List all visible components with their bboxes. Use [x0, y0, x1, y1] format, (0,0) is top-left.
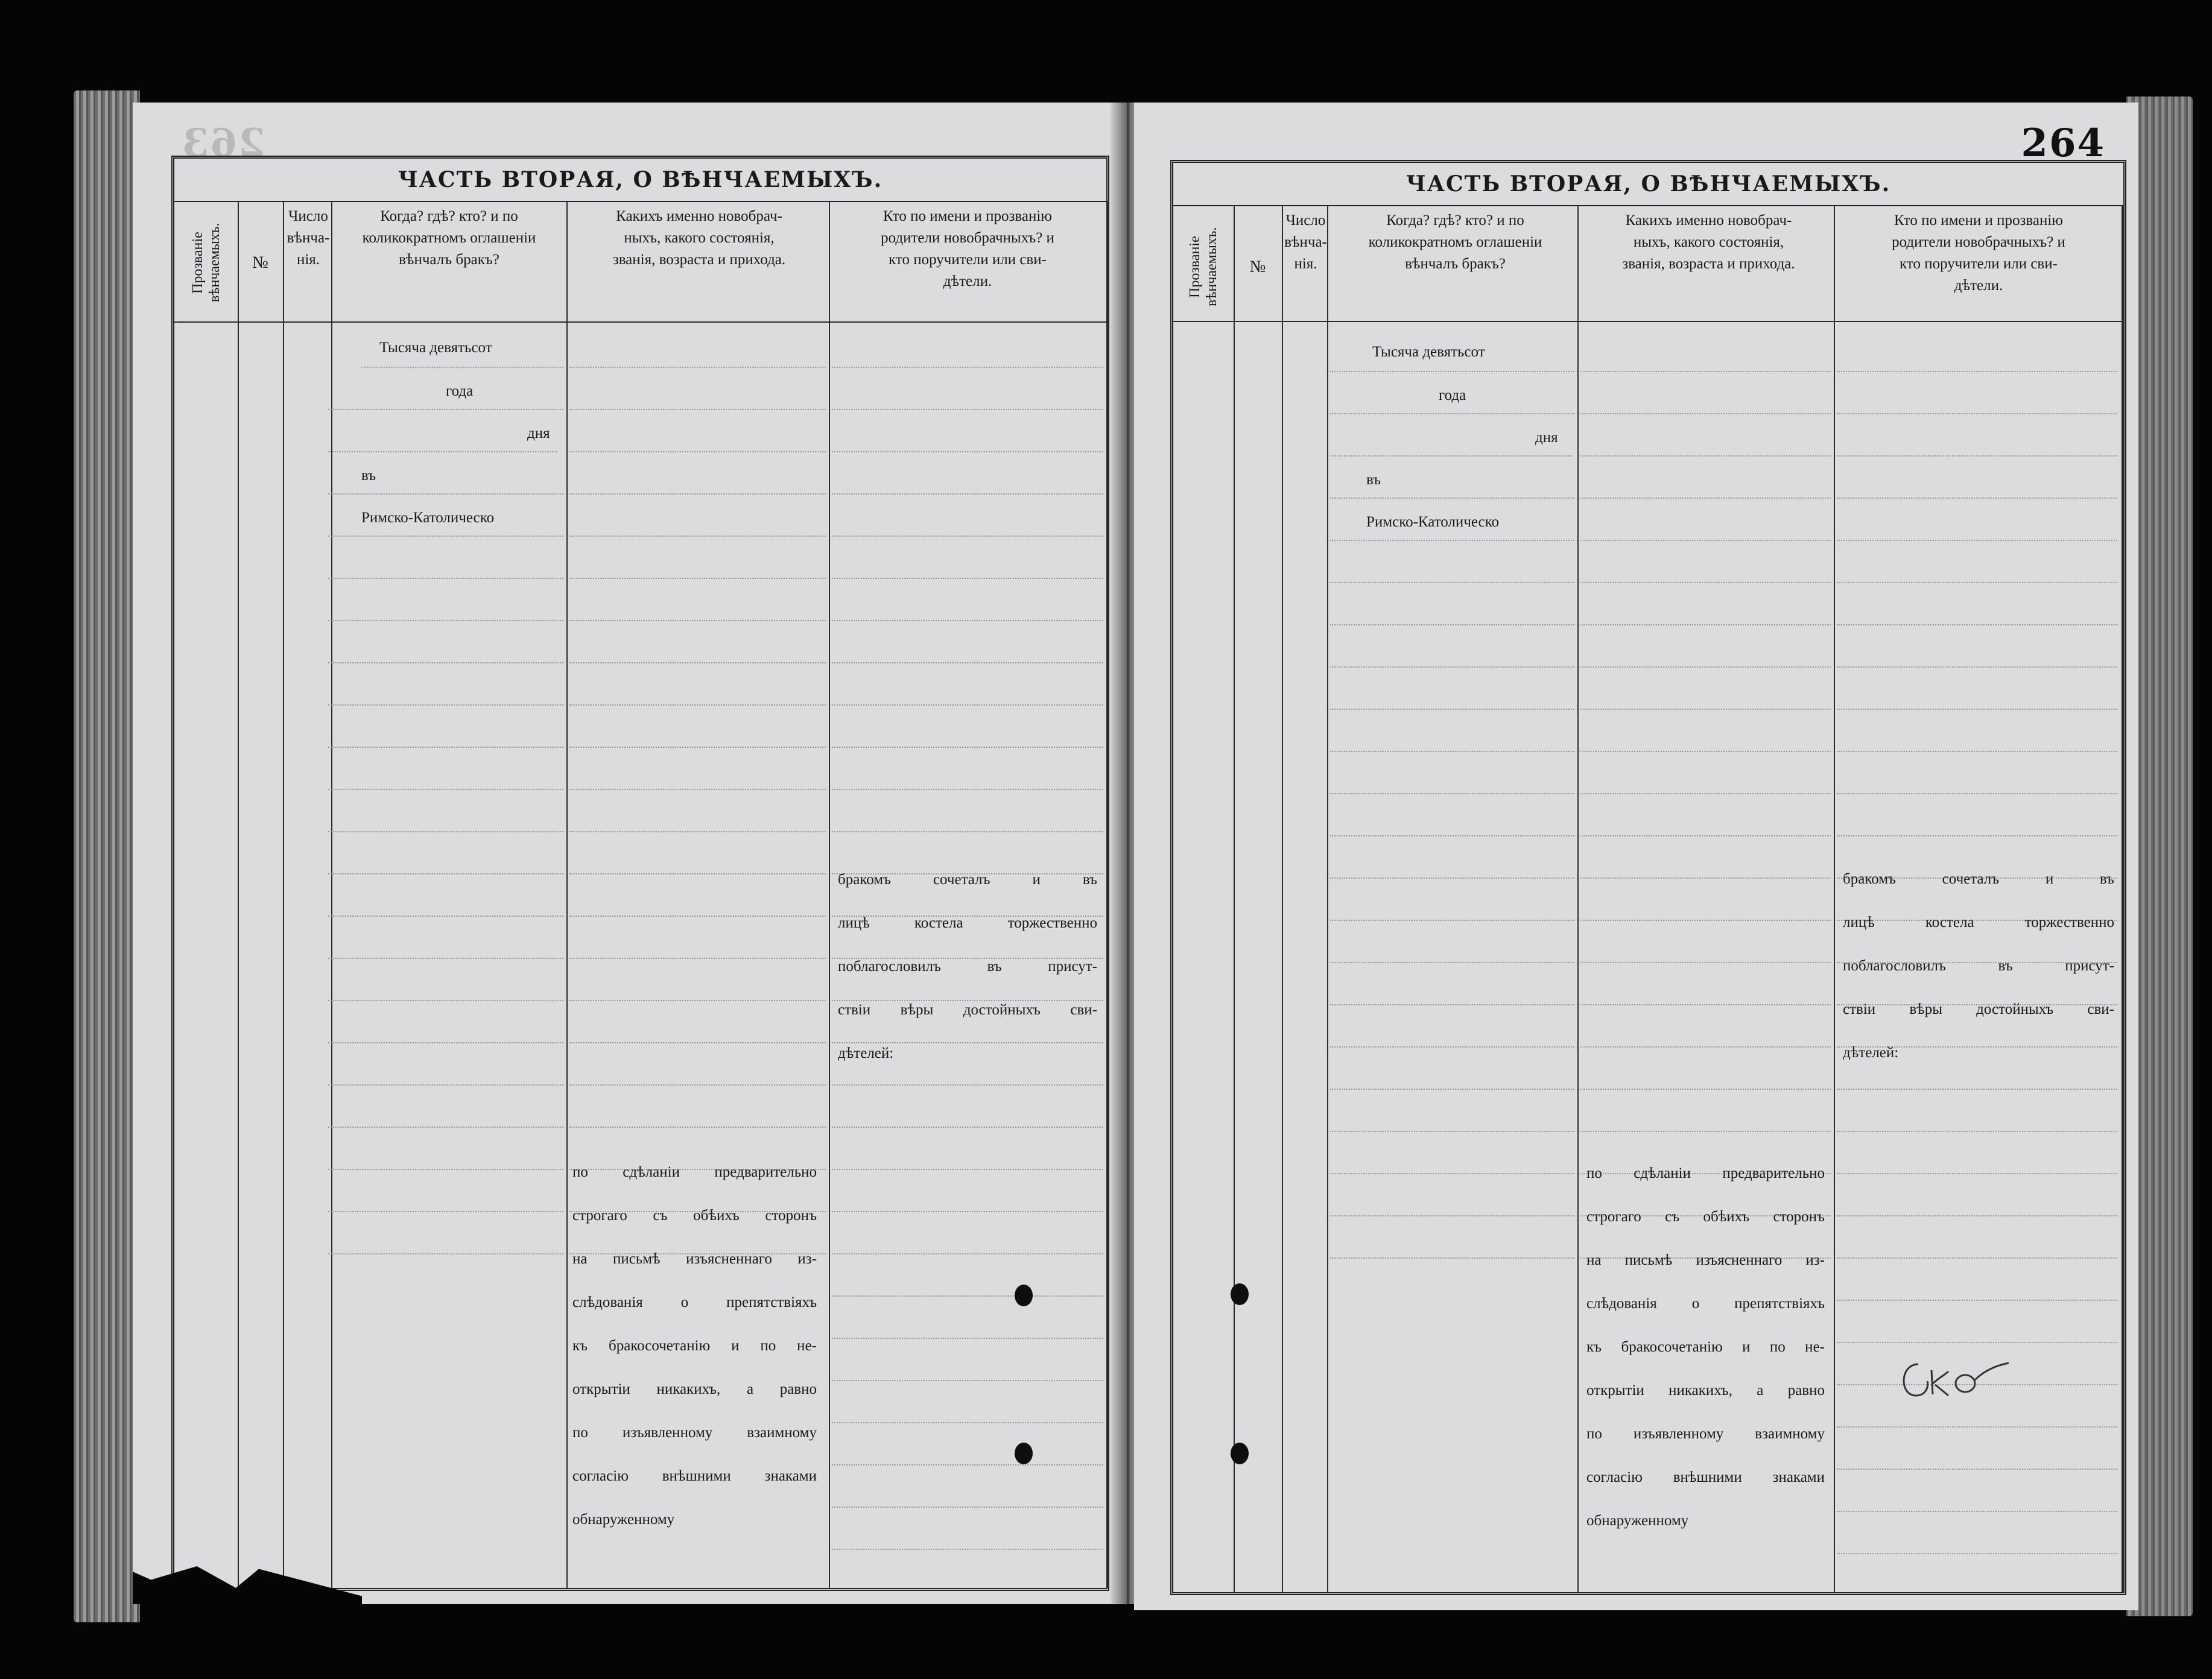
preprinted-year: года [446, 383, 474, 399]
col-header-when: Когда? гдѣ? кто? и по коликократномъ оглашеніи вѣнчалъ бракъ? [362, 208, 536, 268]
col-header-who: Какихъ именно новобрач- ныхъ, какого состоянія, званія, возраста и прихода. [612, 208, 786, 268]
preprinted-roman-catholic: Римско-Католическо [1366, 514, 1500, 530]
binding-hole [1231, 1283, 1249, 1305]
left-page [133, 103, 1125, 1604]
col-header-parents: Кто по имени и прозванію родители новобрачныхъ? и кто поручители или сви- дѣтели. [1892, 212, 2065, 294]
handwritten-mark [1894, 1352, 2015, 1406]
col-header-count: Число вѣнча- нія. [1284, 212, 1327, 272]
col-header-parents: Кто по имени и прозванію родители новобрачныхъ? и кто поручители или сви- дѣтели. [881, 208, 1054, 289]
col-header-surname: Прозваніе вѣнчаемыхъ. [189, 223, 223, 303]
binding-hole [1231, 1443, 1249, 1464]
section-title: ЧАСТЬ ВТОРАЯ, О ВѢНЧАЕМЫХЪ. [174, 159, 1106, 202]
inquiry-text: по сдѣланіи предварительно строгаго съ обѣихъ сторонъ на письмѣ изъясненнаго из- слѣдованія о препятствіяхъ къ бракосочетанію и по не- открытіи никакихъ, а равно по изъявленному взаимному согласію внѣшними знаками обнаруженному [572, 1164, 817, 1528]
inquiry-text: по сдѣланіи предварительно строгаго съ обѣихъ сторонъ на письмѣ изъясненнаго из- слѣдованія о препятствіяхъ къ бракосочетанію и по не- открытіи никакихъ, а равно по изъявленному взаимному согласію внѣшними знаками обнаруженному [1586, 1165, 1825, 1529]
col-header-number: № [252, 253, 268, 272]
preprinted-thousand: Тысяча девятьсот [379, 340, 492, 356]
preprinted-thousand: Тысяча девятьсот [1372, 344, 1485, 360]
col-header-number: № [1249, 257, 1266, 276]
blessing-text: бракомъ сочеталъ и въ лицѣ костела торжественно поблагословилъ въ присут- ствіи вѣры достойныхъ сви- дѣтелей: [838, 871, 1097, 1061]
col-header-who: Какихъ именно новобрач- ныхъ, какого состоянія, званія, возраста и прихода. [1622, 212, 1795, 272]
right-page [1134, 103, 2138, 1610]
left-page-edges [74, 90, 140, 1622]
preprinted-day: дня [1535, 429, 1558, 446]
preprinted-roman-catholic: Римско-Католическо [361, 510, 495, 526]
preprinted-in: въ [1366, 472, 1381, 488]
ghost-page-number: 263 [181, 121, 265, 166]
page-number: 264 [2021, 121, 2105, 166]
preprinted-year: года [1439, 387, 1466, 403]
col-header-surname: Прозваніе вѣнчаемыхъ. [1187, 227, 1220, 307]
binding-hole [1015, 1285, 1033, 1306]
col-header-when: Когда? гдѣ? кто? и по коликократномъ оглашеніи вѣнчалъ бракъ? [1368, 212, 1542, 272]
preprinted-day: дня [527, 425, 550, 441]
blessing-text: бракомъ сочеталъ и въ лицѣ костела торжественно поблагословилъ въ присут- ствіи вѣры достойныхъ сви- дѣтелей: [1843, 871, 2114, 1061]
register-table [171, 156, 1109, 1591]
preprinted-in: въ [361, 467, 376, 484]
register-table [1170, 160, 2126, 1595]
section-title: ЧАСТЬ ВТОРАЯ, О ВѢНЧАЕМЫХЪ. [1173, 163, 2123, 206]
col-header-count: Число вѣнча- нія. [287, 208, 330, 268]
binding-hole [1015, 1443, 1033, 1464]
